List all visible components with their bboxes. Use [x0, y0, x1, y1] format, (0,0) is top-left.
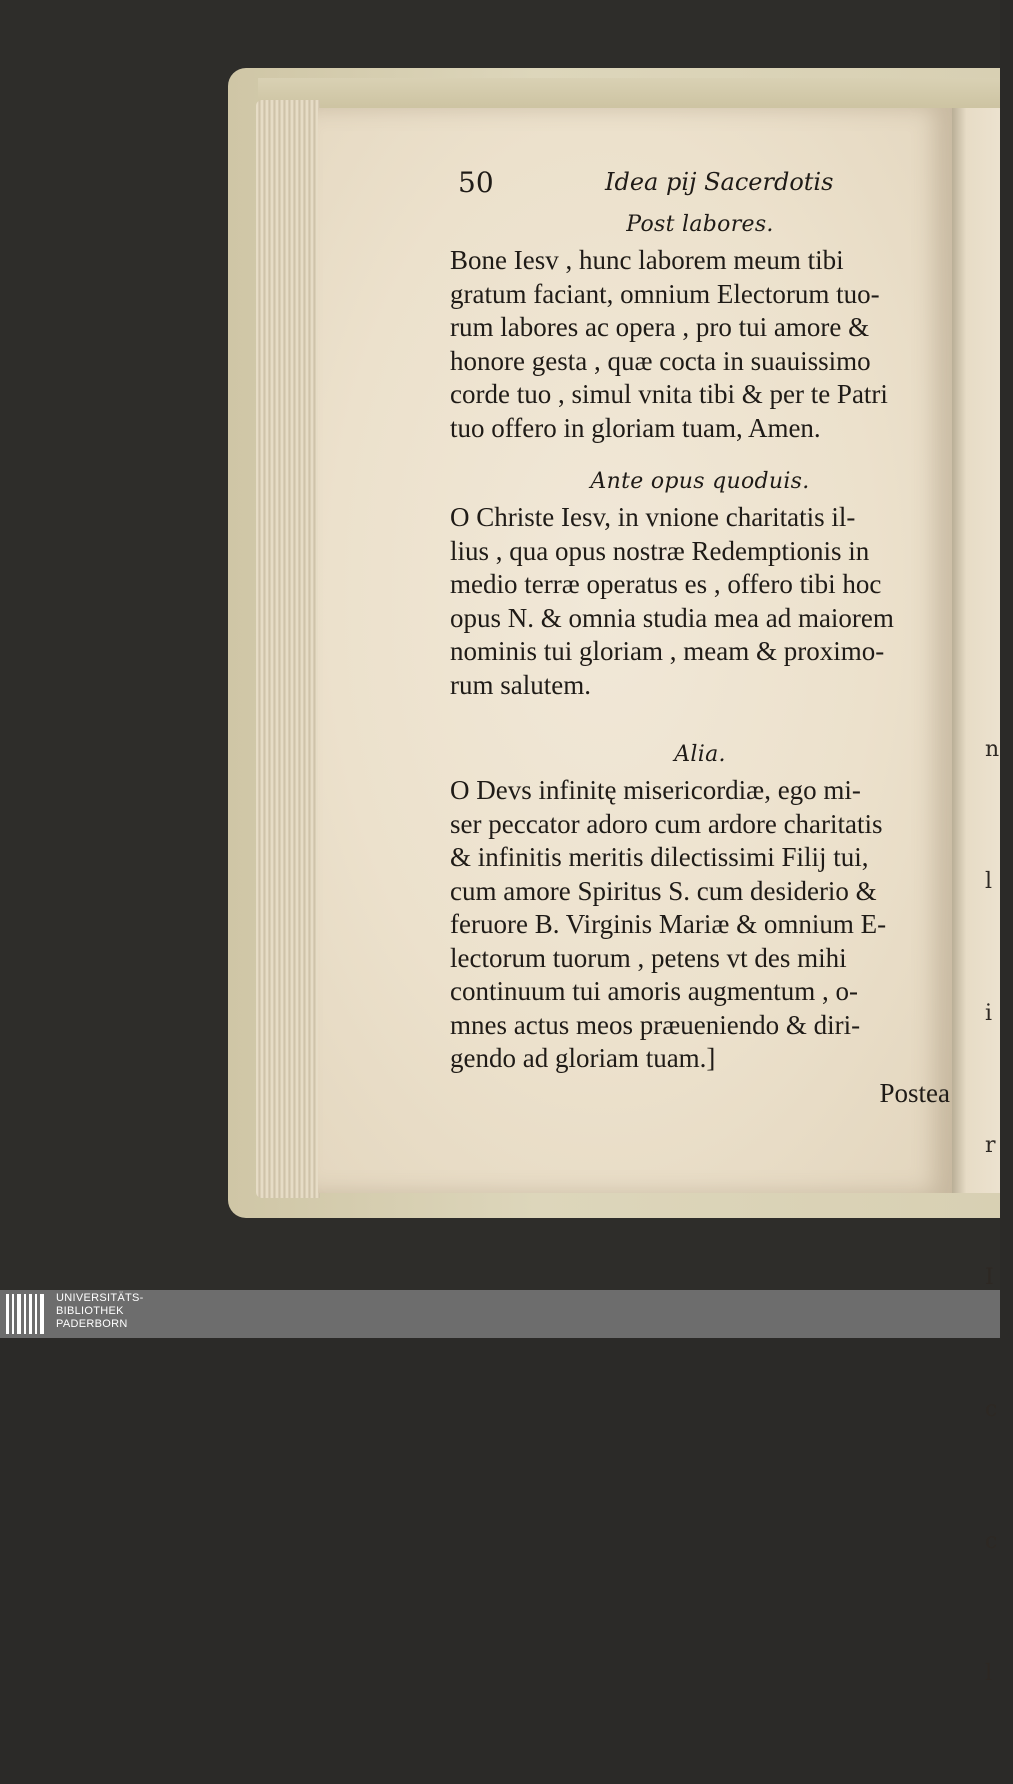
- library-name-line: BIBLIOTHEK: [56, 1305, 124, 1317]
- facing-letter: c: [985, 1397, 998, 1422]
- text-line: & infinitis meritis dilectissimi Filij tui,: [450, 842, 869, 872]
- text-line: tuo offero in gloriam tuam, Amen.: [450, 412, 821, 443]
- text-line: cum amore Spiritus S. cum desiderio &: [450, 875, 877, 906]
- section-ante-opus: [450, 463, 950, 702]
- prayer-text: [450, 774, 950, 1076]
- text-line: lius , qua opus nostræ Redemptionis in: [450, 535, 870, 566]
- text-line: continuum tui amoris augmentum , o-: [450, 976, 858, 1006]
- section-heading: Post labores.: [626, 212, 774, 237]
- facing-letter: l: [985, 869, 993, 894]
- text-line: nominis tui gloriam , meam & proximo-: [450, 636, 885, 666]
- prayer-text: [450, 244, 950, 445]
- text-line: O Devs infinitę misericordiæ, ego mi-: [450, 775, 861, 805]
- section-alia: [450, 736, 950, 1076]
- page-header: [450, 160, 950, 206]
- text-line: honore gesta , quæ cocta in suauissimo: [450, 345, 871, 376]
- facing-letter: n: [985, 737, 1000, 762]
- text-line: opus N. & omnia studia mea ad maiorem: [450, 602, 894, 633]
- text-line: medio terræ operatus es , offero tibi hoc: [450, 569, 882, 599]
- page-number: 50: [458, 166, 494, 199]
- text-line: lectorum tuorum , petens vt des mihi: [450, 942, 847, 973]
- prayer-text: [450, 501, 950, 702]
- text-line: feruore B. Virginis Mariæ & omnium E-: [450, 909, 887, 939]
- section-post-labores: [450, 206, 950, 445]
- facing-letter: I: [985, 1265, 994, 1290]
- page-edges: [256, 100, 320, 1198]
- text-line: ser peccator adoro cum ardore charitatis: [450, 808, 883, 839]
- text-line: O Christe Iesv, in vnione charitatis il-: [450, 502, 856, 532]
- section-heading: Ante opus quoduis.: [590, 469, 810, 494]
- facing-letter: i: [985, 1001, 993, 1026]
- text-line: corde tuo , simul vnita tibi & per te Patri: [450, 379, 888, 409]
- facing-letter: l: [985, 1661, 993, 1686]
- library-footer: [0, 1290, 1000, 1338]
- text-line: rum salutem.: [450, 669, 591, 700]
- facing-page-letters: [985, 640, 1000, 1784]
- library-name: [56, 1292, 144, 1331]
- library-name-line: UNIVERSITÄTS-: [56, 1292, 144, 1304]
- page-text: [450, 160, 950, 1109]
- library-name-line: PADERBORN: [56, 1318, 128, 1330]
- catchword: Postea: [879, 1077, 950, 1108]
- library-logo-icon: [4, 1290, 48, 1338]
- text-line: mnes actus meos præueniendo & diri-: [450, 1009, 861, 1040]
- section-heading: Alia.: [674, 742, 726, 767]
- facing-letter: c: [985, 1529, 998, 1554]
- facing-letter: r: [985, 1133, 996, 1158]
- running-title: Idea pij Sacerdotis: [605, 168, 834, 196]
- text-line: rum labores ac opera , pro tui amore &: [450, 312, 870, 342]
- text-line: gratum faciant, omnium Electorum tuo-: [450, 278, 880, 309]
- text-line: gendo ad gloriam tuam.]: [450, 1043, 716, 1073]
- text-line: Bone Iesv , hunc laborem meum tibi: [450, 245, 844, 275]
